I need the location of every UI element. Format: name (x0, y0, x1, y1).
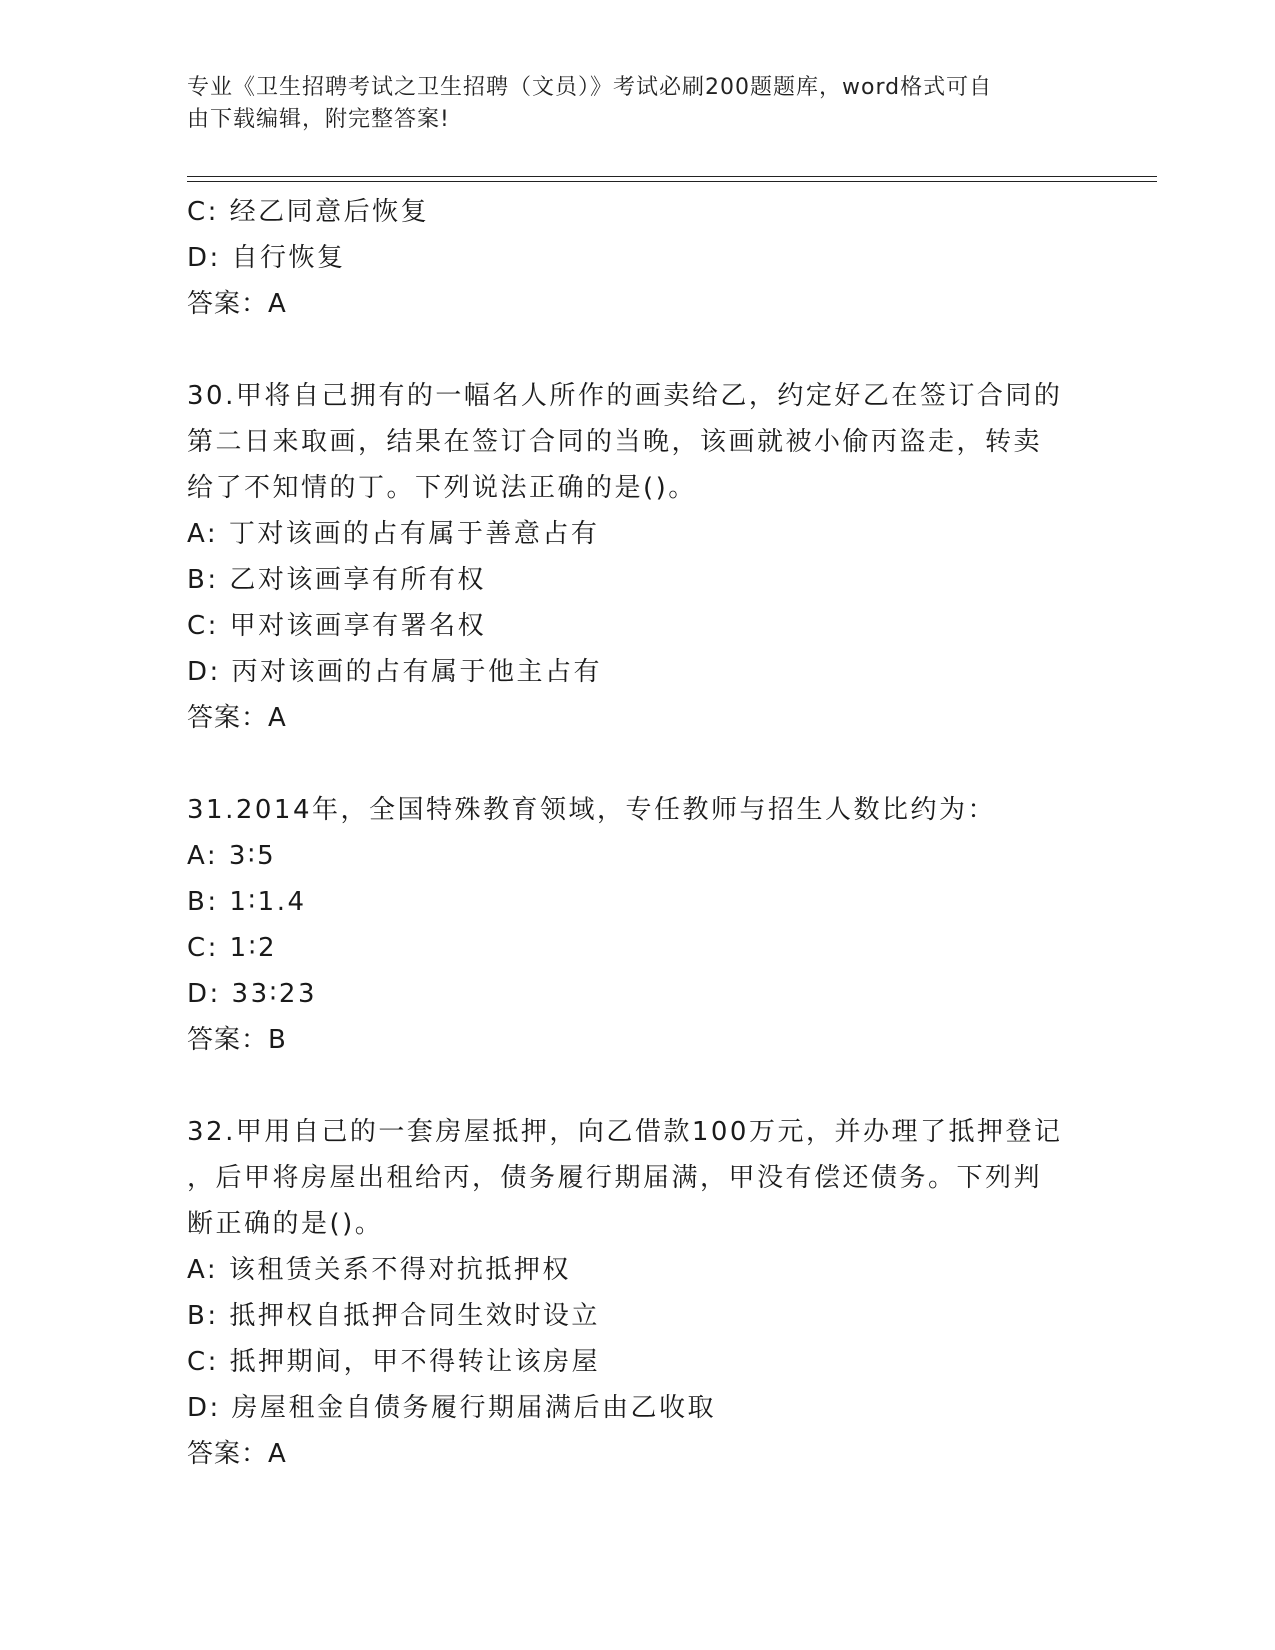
question-32 (187, 1109, 1087, 1477)
header-divider-top (187, 176, 1157, 177)
option-b: B: 1∶1.4 (187, 887, 307, 917)
question-text-line: 给了不知情的丁。下列说法正确的是()。 (187, 473, 697, 503)
answer-line: 答案：B (187, 1025, 287, 1055)
option-b: B: 抵押权自抵押合同生效时设立 (187, 1301, 600, 1331)
header-line-2: 由下载编辑，附完整答案! (187, 107, 450, 132)
question-text-line: 32.甲用自己的一套房屋抵押，向乙借款100万元，并办理了抵押登记 (187, 1117, 1063, 1147)
option-a: A: 丁对该画的占有属于善意占有 (187, 519, 600, 549)
question-text-line: 断正确的是()。 (187, 1209, 384, 1239)
header-line-1: 专业《卫生招聘考试之卫生招聘（文员）》考试必刷200题题库，word格式可自 (187, 75, 993, 100)
question-text-line: 第二日来取画，结果在签订合同的当晚，该画就被小偷丙盗走，转卖 (187, 427, 1043, 457)
question-list (187, 189, 1087, 1477)
spacer (187, 327, 1087, 373)
question-31 (187, 787, 1087, 1063)
carryover-question (187, 189, 1087, 327)
answer-line: 答案：A (187, 289, 287, 319)
question-text-line: 30.甲将自己拥有的一幅名人所作的画卖给乙，约定好乙在签订合同的 (187, 381, 1063, 411)
option-a: A: 3∶5 (187, 841, 277, 871)
option-a: A: 该租赁关系不得对抗抵押权 (187, 1255, 571, 1285)
option-c: C: 抵押期间，甲不得转让该房屋 (187, 1347, 601, 1377)
header-divider-bottom (187, 181, 1157, 182)
option-d: D: 丙对该画的占有属于他主占有 (187, 657, 603, 687)
option-b: B: 乙对该画享有所有权 (187, 565, 486, 595)
question-text-line: 31.2014年，全国特殊教育领域，专任教师与招生人数比约为： (187, 795, 997, 825)
option-d: D: 33∶23 (187, 979, 317, 1009)
option-c: C: 1∶2 (187, 933, 278, 963)
spacer (187, 1063, 1087, 1109)
question-text-line: ，后甲将房屋出租给丙，债务履行期届满，甲没有偿还债务。下列判 (187, 1163, 1043, 1193)
document-header (187, 72, 1067, 136)
answer-line: 答案：A (187, 703, 287, 733)
option-c: C: 甲对该画享有署名权 (187, 611, 487, 641)
question-30 (187, 373, 1087, 741)
option-d: D: 房屋租金自债务履行期届满后由乙收取 (187, 1393, 717, 1423)
option-d: D: 自行恢复 (187, 243, 346, 273)
option-c: C: 经乙同意后恢复 (187, 197, 430, 227)
spacer (187, 741, 1087, 787)
answer-line: 答案：A (187, 1439, 287, 1469)
